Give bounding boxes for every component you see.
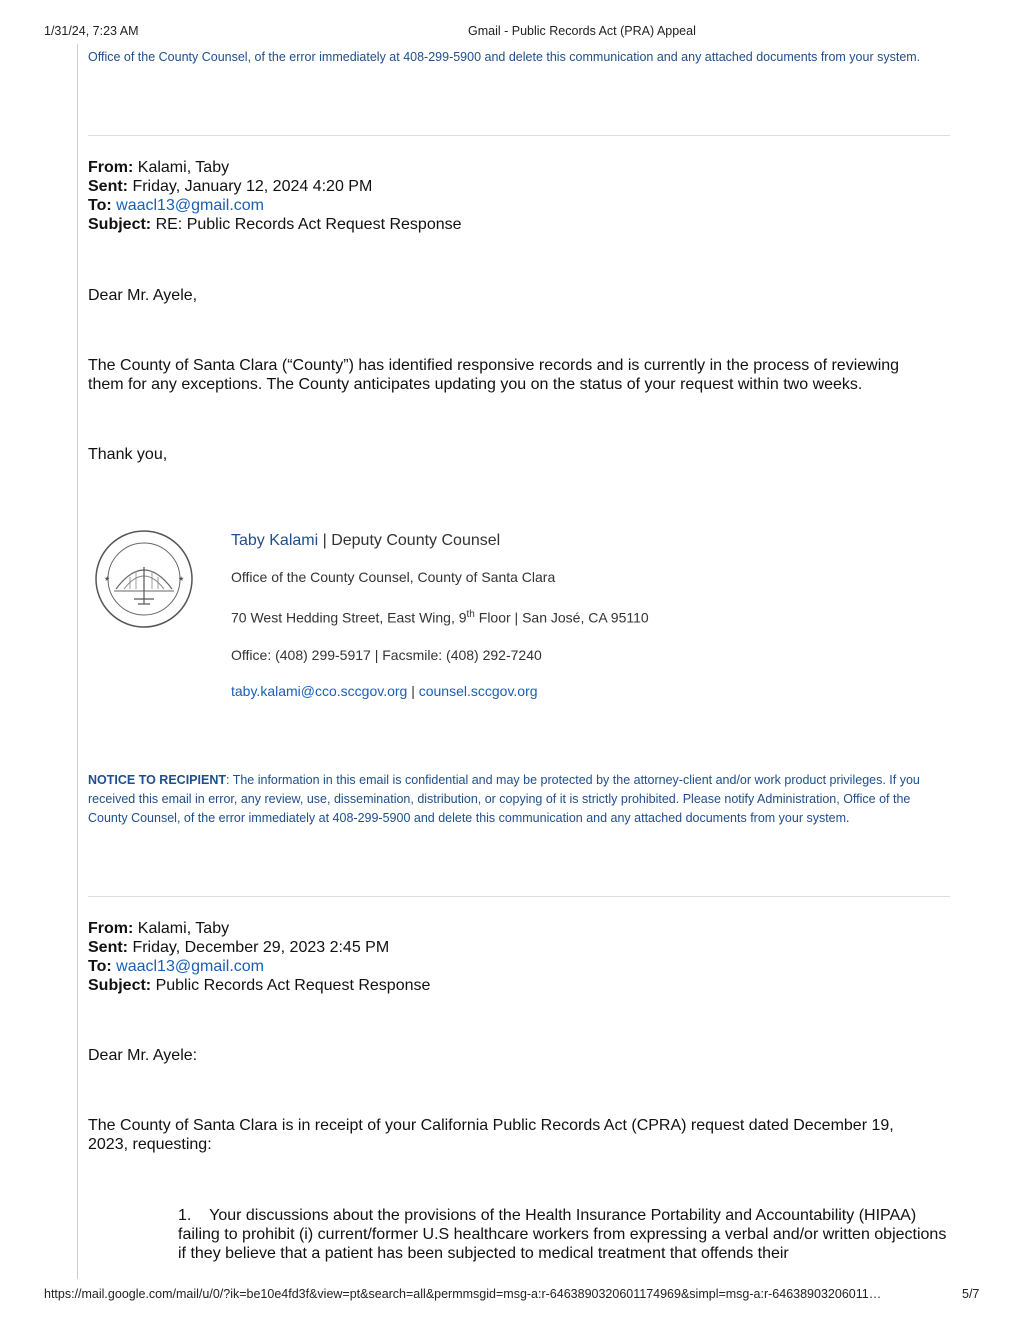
signature-address-pre: 70 West Hedding Street, East Wing, 9 [231,609,467,626]
list-item-text: Your discussions about the provisions of the Health Insurance Portability and Accountability (HIPAA) failing to prohibit (i) current/former U.S healthcare workers from expressing a verbal and/or written objections if they believe that a patient has been subjected to medical treatment that offends their [178,1207,947,1262]
notice-text: : The information in this email is confidential and may be protected by the attorney-client and/or work product privileges. If you received this email in error, any review, use, dissemination, distribution, or copying of it is strictly prohibited. Please notify Administration, Office of the County Counsel, of the error immediately at 408-299-5900 and delete this communication and any attached documents from your system. [88,773,920,825]
email2-sent: Friday, December 29, 2023 2:45 PM [132,939,390,956]
email2-subject: Public Records Act Request Response [155,977,431,994]
email1-closing: Thank you, [88,446,168,463]
to-label: To: [88,197,112,214]
from-label: From: [88,159,134,176]
email1-body: The County of Santa Clara (“County”) has identified responsive records and is currently in the process of reviewing them for any exceptions. The County anticipates updating you on the status of your request within two weeks. [88,357,900,393]
sent-label: Sent: [88,939,128,956]
divider-1 [88,135,950,136]
email2-to-link[interactable]: waacl13@gmail.com [116,958,264,975]
print-title: Gmail - Public Records Act (PRA) Appeal [468,24,696,38]
signature-name-line [231,532,500,550]
county-counsel-seal [94,529,194,629]
email2-body: The County of Santa Clara is in receipt of your California Public Records Act (CPRA) request dated December 19, 2023, requesting: [88,1117,894,1153]
svg-text:★: ★ [104,575,111,583]
signature-website-link[interactable]: counsel.sccgov.org [418,683,538,699]
email1-sent: Friday, January 12, 2024 4:20 PM [132,178,373,195]
email2-header [88,919,430,995]
sent-label: Sent: [88,178,128,195]
email1-subject: RE: Public Records Act Request Response [155,216,462,233]
quote-bar [77,44,78,1279]
subject-label: Subject: [88,977,152,994]
request-list-item [178,1206,948,1263]
signature-address-post: Floor | San José, CA 95110 [474,609,649,626]
signature-phones: Office: (408) 299-5917 | Facsmile: (408) 292-7240 [231,647,542,663]
divider-2 [88,896,950,897]
email1-header [88,158,462,234]
signature-office: Office of the County Counsel, County of Santa Clara [231,569,556,585]
print-page-number: 5/7 [962,1287,980,1301]
notice-label: NOTICE TO RECIPIENT [88,773,226,787]
signature-email-link[interactable]: taby.kalami@cco.sccgov.org [231,683,408,699]
list-item-number: 1. [178,1207,192,1224]
print-datetime: 1/31/24, 7:23 AM [44,24,139,38]
print-url: https://mail.google.com/mail/u/0/?ik=be10e4fd3f&view=pt&search=all&permmsgid=msg-a:r-6463890320601174969&simpl=msg-a:r-64638903206011… [44,1287,882,1301]
signature-title: | Deputy County Counsel [318,532,501,549]
from-label: From: [88,920,134,937]
top-notice: Office of the County Counsel, of the error immediately at 408-299-5900 and delete this communication and any attached documents from your system. [88,50,921,64]
signature-name-link[interactable]: Taby Kalami [231,532,319,549]
email1-from: Kalami, Taby [137,159,230,176]
to-label: To: [88,958,112,975]
subject-label: Subject: [88,216,152,233]
email2-greeting: Dear Mr. Ayele: [88,1047,198,1064]
notice-to-recipient [88,771,948,828]
signature-links [231,683,538,699]
email1-to-link[interactable]: waacl13@gmail.com [116,197,264,214]
signature-address-sup: th [466,609,475,620]
email2-from: Kalami, Taby [137,920,230,937]
signature-address [231,609,649,626]
email1-greeting: Dear Mr. Ayele, [88,287,198,304]
svg-text:★: ★ [178,575,185,583]
signature-separator: | [407,683,419,699]
